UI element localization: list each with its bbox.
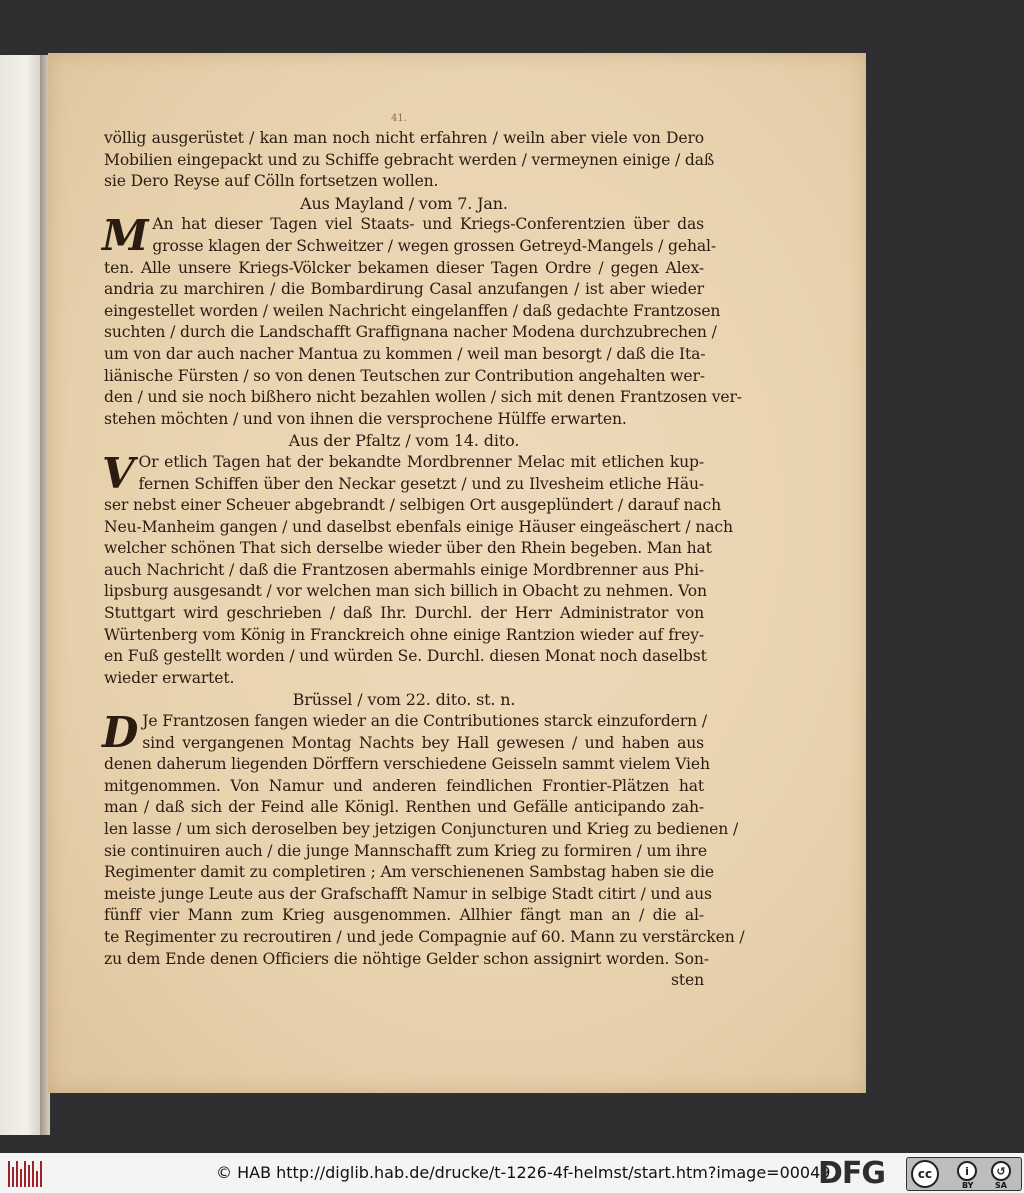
text-line: Stuttgart wird geschrieben / daß Ihr. Durchl. der Herr Administrator von	[104, 604, 704, 623]
text-line: An hat dieser Tagen viel Staats- und Kriegs-Conferentzien über das	[152, 215, 704, 234]
text-line: denen daherum liegenden Dörffern verschiedene Geisseln sammt vielem Vieh	[104, 755, 710, 774]
text-line: den / und sie noch bißhero nicht bezahlen wollen / sich mit denen Frantzosen ver-	[104, 388, 742, 407]
sa-label: SA	[995, 1181, 1007, 1190]
text-line: wieder erwartet.	[104, 668, 235, 687]
viewer-footer	[0, 1153, 1024, 1193]
text-line: zu dem Ende denen Officiers die nöhtige Gelder schon assignirt worden. Son-	[104, 949, 709, 968]
section-heading: Aus der Pfaltz / vom 14. dito.	[288, 431, 520, 451]
text-line: Je Frantzosen fangen wieder an die Contributiones starck einzufordern /	[142, 712, 707, 731]
share-alike-icon: ↺	[991, 1161, 1011, 1181]
text-line: fünff vier Mann zum Krieg ausgenommen. Allhier fängt man an / die al-	[104, 906, 704, 925]
text-line: andria zu marchiren / die Bombardirung Casal anzufangen / ist aber wieder	[104, 280, 704, 299]
text-line: völlig ausgerüstet / kan man noch nicht erfahren / weiln aber viele von Dero	[104, 129, 704, 147]
previous-page-edge	[0, 55, 44, 1135]
text-line: mitgenommen. Von Namur und anderen feindlichen Frontier-Plätzen hat	[104, 776, 704, 795]
section-pfaltz	[102, 430, 733, 689]
text-line: welcher schönen That sich derselbe wieder über den Rhein begeben. Man hat	[104, 539, 712, 558]
text-line: en Fuß gestellt worden / und würden Se. Durchl. diesen Monat noch daselbst	[104, 647, 707, 666]
text-line: Mobilien eingepackt und zu Schiffe gebracht werden / vermeynen einige / daß	[104, 150, 715, 169]
section-mayland	[102, 193, 742, 431]
text-line: lipsburg ausgesandt / vor welchen man sich billich in Obacht zu nehmen. Von	[104, 582, 707, 601]
text-line: Regimenter damit zu completiren ; Am verschienenen Sambstag haben sie die	[104, 863, 714, 882]
page-text	[102, 128, 745, 992]
section-heading: Brüssel / vom 22. dito. st. n.	[292, 690, 516, 710]
text-line: Würtenberg vom König in Franckreich ohne einige Rantzion wieder auf frey-	[104, 625, 704, 644]
text-line: man / daß sich der Feind alle Königl. Renthen und Gefälle anticipando zah-	[104, 798, 704, 817]
text-line: liänische Fürsten / so von denen Teutschen zur Contribution angehalten wer-	[104, 366, 705, 385]
text-line: fernen Schiffen über den Neckar gesetzt / und zu Ilvesheim etliche Häu-	[138, 474, 704, 493]
section-heading: Aus Mayland / vom 7. Jan.	[300, 193, 508, 213]
text-line: auch Nachricht / daß die Frantzosen abermahls einige Mordbrenner aus Phi-	[104, 560, 704, 579]
marginal-mark: 41.	[391, 113, 407, 124]
attribution-icon: i	[957, 1161, 977, 1181]
cc-license-badge[interactable]	[906, 1157, 1022, 1191]
text-line: suchten / durch die Landschafft Graffignana nacher Modena durchzubrechen /	[104, 323, 717, 342]
text-line: eingestellet worden / weilen Nachricht eingelanffen / daß gedachte Frantzosen	[104, 301, 721, 320]
by-label: BY	[962, 1181, 974, 1190]
copyright-link[interactable]: © HAB http://diglib.hab.de/drucke/t-1226-4f-helmst/start.htm?image=00049	[216, 1163, 831, 1182]
text-line: grosse klagen der Schweitzer / wegen grossen Getreyd-Mangels / gehal-	[152, 236, 716, 255]
drop-cap-initial: V	[102, 448, 135, 498]
cc-icon: cc	[911, 1160, 939, 1188]
text-line: len lasse / um sich deroselben bey jetzigen Conjuncturen und Krieg zu bedienen /	[104, 820, 739, 838]
text-line: stehen möchten / und von ihnen die versprochene Hülffe erwarten.	[104, 409, 627, 428]
text-line: ten. Alle unsere Kriegs-Völcker bekamen dieser Tagen Ordre / gegen Alex-	[104, 258, 704, 277]
hab-logo-icon[interactable]	[8, 1159, 44, 1187]
text-line: sie Dero Reyse auf Cölln fortsetzen wollen.	[104, 172, 439, 191]
text-line: Or etlich Tagen hat der bekandte Mordbrenner Melac mit etlichen kup-	[138, 452, 704, 471]
text-line: sind vergangenen Montag Nachts bey Hall gewesen / und haben aus	[142, 733, 704, 752]
text-line: sie continuiren auch / die junge Mannschafft zum Krieg zu formiren / um ihre	[104, 841, 707, 860]
text-line: ser nebst einer Scheuer abgebrandt / selbigen Ort ausgeplündert / darauf nach	[104, 496, 722, 515]
text-line: Neu-Manheim gangen / und daselbst ebenfals einige Häuser eingeäschert / nach	[104, 517, 733, 536]
drop-cap-initial: D	[102, 708, 139, 758]
text-line: um von dar auch nacher Mantua zu kommen / weil man besorgt / daß die Ita-	[104, 344, 706, 363]
section-bruessel	[102, 689, 745, 970]
intro-paragraph	[104, 128, 715, 193]
text-line: te Regimenter zu recroutiren / und jede Compagnie auf 60. Mann zu verstärcken /	[104, 927, 745, 946]
catchword: sten	[671, 971, 704, 990]
dfg-logo[interactable]: DFG	[818, 1156, 886, 1191]
drop-cap-initial: M	[102, 211, 149, 261]
text-line: meiste junge Leute aus der Grafschafft Namur in selbige Stadt citirt / und aus	[104, 884, 712, 903]
